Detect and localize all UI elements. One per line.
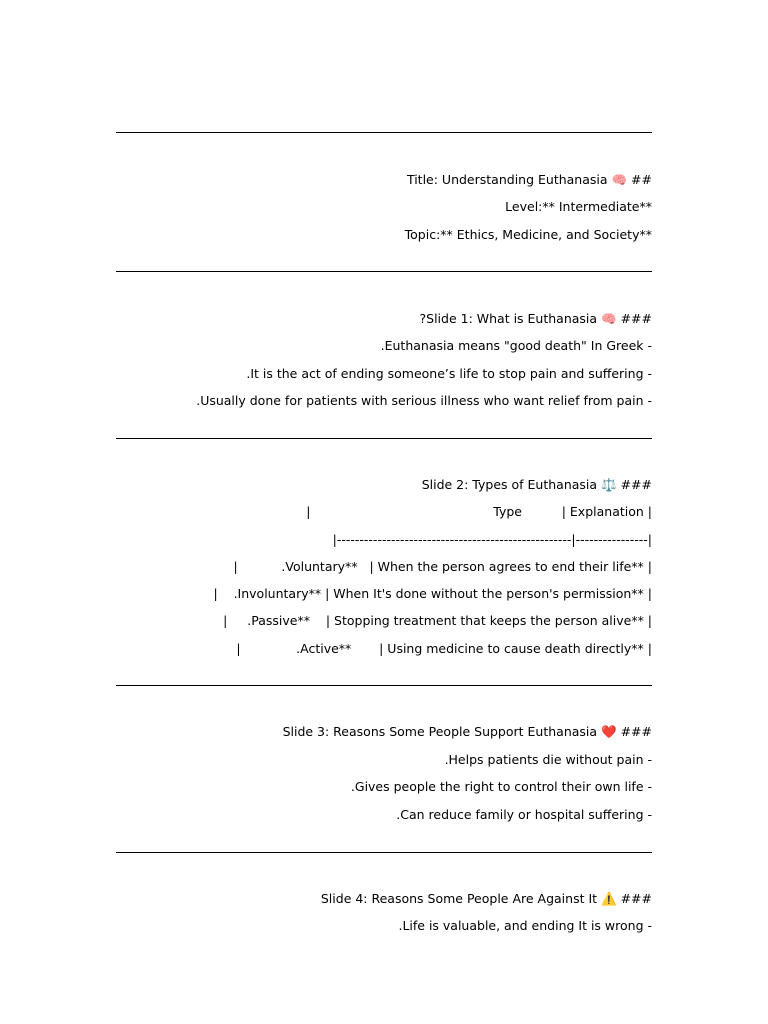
slide3-heading: Slide 3: Reasons Some People Support Euthanasia ❤️ ### xyxy=(282,724,652,739)
slide3-bullet: .Gives people the right to control their own life - xyxy=(350,779,652,794)
topic-line: Topic:** Ethics, Medicine, and Society** xyxy=(404,227,652,242)
slide1-bullet: .It is the act of ending someone’s life to stop pain and suffering - xyxy=(246,366,652,381)
table-row: | .Passive** | Stopping treatment that keeps the person alive** | xyxy=(223,613,652,628)
slide2-heading: Slide 2: Types of Euthanasia ⚖️ ### xyxy=(421,477,652,492)
table-row: | .Active** | Using medicine to cause death directly** | xyxy=(236,641,652,656)
document-title: Title: Understanding Euthanasia 🧠 ## xyxy=(406,172,652,187)
horizontal-rule xyxy=(116,438,652,439)
slide3-bullet: .Helps patients die without pain - xyxy=(444,752,652,767)
slide1-bullet: .Euthanasia means "good death" In Greek - xyxy=(380,338,652,353)
horizontal-rule xyxy=(116,271,652,272)
slide4-bullet: .Life is valuable, and ending It is wrong - xyxy=(398,918,652,933)
table-separator-row: |----------------------------------------------------|----------------| xyxy=(332,532,652,547)
slide4-heading: Slide 4: Reasons Some People Are Against It ⚠️ ### xyxy=(320,891,652,906)
slide1-heading: ?Slide 1: What is Euthanasia 🧠 ### xyxy=(419,311,652,326)
horizontal-rule xyxy=(116,685,652,686)
table-header-row: | Type | Explanation | xyxy=(306,504,652,519)
horizontal-rule xyxy=(116,132,652,133)
table-row: | .Voluntary** | When the person agrees to end their life** | xyxy=(233,559,652,574)
slide3-bullet: .Can reduce family or hospital suffering - xyxy=(396,807,652,822)
slide1-bullet: .Usually done for patients with serious illness who want relief from pain - xyxy=(196,393,652,408)
level-line: Level:** Intermediate** xyxy=(505,199,652,214)
table-row: | .Involuntary** | When It's done without the person's permission** | xyxy=(213,586,652,601)
horizontal-rule xyxy=(116,852,652,853)
